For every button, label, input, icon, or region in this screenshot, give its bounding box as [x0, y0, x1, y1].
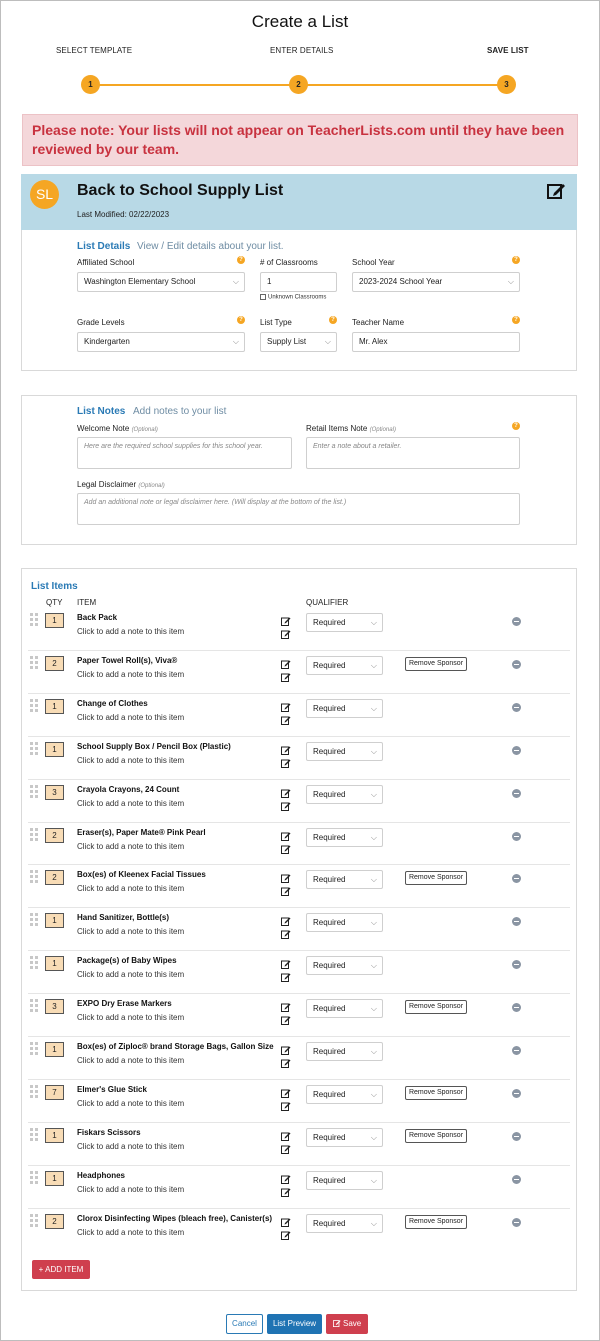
list-type-value: Supply List — [267, 337, 307, 346]
item-name: Change of Clothes — [77, 699, 148, 708]
school-year-value: 2023-2024 School Year — [359, 277, 443, 286]
item-note-link[interactable]: Click to add a note to this item — [77, 1013, 185, 1022]
item-note-link[interactable]: Click to add a note to this item — [77, 1228, 185, 1237]
row-divider — [28, 779, 570, 780]
teacher-name-input[interactable]: Mr. Alex — [352, 332, 520, 352]
chevron-down-icon: ⌵ — [324, 337, 331, 346]
remove-item-icon[interactable] — [512, 789, 521, 798]
qty-input[interactable]: 1 — [45, 742, 64, 757]
edit-note-icon[interactable] — [281, 626, 291, 636]
affiliated-school-label: Affiliated School — [77, 258, 135, 267]
qualifier-value: Required — [313, 875, 346, 884]
classrooms-input[interactable]: 1 — [260, 272, 337, 292]
drag-handle-icon[interactable] — [30, 870, 40, 882]
qty-input[interactable]: 1 — [45, 1042, 64, 1057]
qualifier-value: Required — [313, 1090, 346, 1099]
list-notes-title: List Notes — [77, 406, 126, 417]
edit-note-icon[interactable] — [281, 883, 291, 893]
retail-note-label — [306, 424, 396, 433]
qty-input[interactable]: 3 — [45, 785, 64, 800]
qty-input[interactable]: 1 — [45, 956, 64, 971]
legal-disclaimer-label-text: Legal Disclaimer — [77, 480, 137, 489]
qualifier-select[interactable] — [306, 870, 383, 889]
item-name: Hand Sanitizer, Bottle(s) — [77, 913, 170, 922]
qualifier-select[interactable] — [306, 699, 383, 718]
edit-item-icon[interactable] — [281, 1128, 291, 1138]
qualifier-value: Required — [313, 661, 346, 670]
step-2-circle[interactable]: 2 — [289, 75, 308, 94]
qualifier-select[interactable] — [306, 999, 383, 1018]
qualifier-select[interactable] — [306, 1085, 383, 1104]
remove-item-icon[interactable] — [512, 832, 521, 841]
qualifier-value: Required — [313, 961, 346, 970]
chevron-down-icon: ⌵ — [370, 790, 377, 799]
edit-item-icon[interactable] — [281, 742, 291, 752]
edit-note-icon[interactable] — [281, 712, 291, 722]
qty-input[interactable]: 1 — [45, 699, 64, 714]
edit-item-icon[interactable] — [281, 613, 291, 623]
qty-input[interactable]: 1 — [45, 613, 64, 628]
edit-list-icon[interactable] — [547, 182, 567, 200]
row-divider — [28, 1036, 570, 1037]
help-icon[interactable]: ? — [237, 316, 245, 324]
classrooms-label: # of Classrooms — [260, 258, 318, 267]
edit-item-icon[interactable] — [281, 870, 291, 880]
remove-sponsor-button[interactable]: Remove Sponsor — [405, 1086, 467, 1100]
retail-note-label-text: Retail Items Note — [306, 424, 368, 433]
edit-note-icon[interactable] — [281, 1012, 291, 1022]
row-divider — [28, 1079, 570, 1080]
edit-note-icon[interactable] — [281, 1098, 291, 1108]
item-name: Elmer's Glue Stick — [77, 1085, 147, 1094]
row-divider — [28, 993, 570, 994]
drag-handle-icon[interactable] — [30, 999, 40, 1011]
edit-item-icon[interactable] — [281, 699, 291, 709]
qualifier-select[interactable] — [306, 742, 383, 761]
step-1-circle[interactable]: 1 — [81, 75, 100, 94]
row-divider — [28, 1165, 570, 1166]
chevron-down-icon: ⌵ — [370, 1004, 377, 1013]
chevron-down-icon: ⌵ — [370, 661, 377, 670]
legal-disclaimer-label — [77, 480, 165, 489]
legal-disclaimer-textarea[interactable]: Add an additional note or legal disclaimer here. (Will display at the bottom of the list.) — [77, 493, 520, 525]
page-title: Create a List — [251, 12, 349, 31]
qualifier-select[interactable] — [306, 828, 383, 847]
remove-item-icon[interactable] — [512, 917, 521, 926]
list-type-select[interactable] — [260, 332, 337, 352]
chevron-down-icon: ⌵ — [370, 618, 377, 627]
edit-note-icon[interactable] — [281, 798, 291, 808]
drag-handle-icon[interactable] — [30, 828, 40, 840]
qualifier-select[interactable] — [306, 1042, 383, 1061]
grade-levels-label: Grade Levels — [77, 318, 125, 327]
edit-note-icon[interactable] — [281, 969, 291, 979]
remove-item-icon[interactable] — [512, 874, 521, 883]
school-year-label: School Year — [352, 258, 395, 267]
qty-input[interactable]: 2 — [45, 828, 64, 843]
remove-item-icon[interactable] — [512, 1175, 521, 1184]
qualifier-select[interactable] — [306, 613, 383, 632]
chevron-down-icon: ⌵ — [370, 1219, 377, 1228]
list-details-title: List Details — [77, 241, 131, 252]
chevron-down-icon: ⌵ — [507, 277, 514, 286]
item-note-link[interactable]: Click to add a note to this item — [77, 627, 185, 636]
qty-input[interactable]: 7 — [45, 1085, 64, 1100]
list-notes-subtitle: Add notes to your list — [133, 406, 227, 417]
qualifier-select[interactable] — [306, 656, 383, 675]
grade-levels-select[interactable] — [77, 332, 245, 352]
edit-item-icon[interactable] — [281, 1171, 291, 1181]
item-name: Fiskars Scissors — [77, 1128, 141, 1137]
item-name: Eraser(s), Paper Mate® Pink Pearl — [77, 828, 206, 837]
qty-input[interactable]: 3 — [45, 999, 64, 1014]
help-icon[interactable]: ? — [512, 256, 520, 264]
remove-sponsor-button[interactable]: Remove Sponsor — [405, 871, 467, 885]
remove-item-icon[interactable] — [512, 1089, 521, 1098]
chevron-down-icon: ⌵ — [370, 961, 377, 970]
row-divider — [28, 736, 570, 737]
item-name: Clorox Disinfecting Wipes (bleach free), Canister(s) — [77, 1214, 273, 1223]
welcome-note-label — [77, 424, 158, 433]
chevron-down-icon: ⌵ — [370, 875, 377, 884]
edit-item-icon[interactable] — [281, 999, 291, 1009]
item-name: EXPO Dry Erase Markers — [77, 999, 172, 1008]
qty-input[interactable]: 2 — [45, 870, 64, 885]
remove-sponsor-button[interactable]: Remove Sponsor — [405, 1129, 467, 1143]
edit-item-icon[interactable] — [281, 785, 291, 795]
item-note-link[interactable]: Click to add a note to this item — [77, 799, 185, 808]
drag-handle-icon[interactable] — [30, 956, 40, 968]
step-label-save-list: SAVE LIST — [487, 46, 529, 55]
optional-tag: (Optional) — [138, 483, 165, 489]
item-name: Back Pack — [77, 613, 118, 622]
remove-sponsor-button[interactable]: Remove Sponsor — [405, 657, 467, 671]
welcome-note-label-text: Welcome Note — [77, 424, 130, 433]
chevron-down-icon: ⌵ — [232, 277, 239, 286]
qualifier-select[interactable] — [306, 956, 383, 975]
drag-handle-icon[interactable] — [30, 1214, 40, 1226]
edit-note-icon[interactable] — [281, 755, 291, 765]
chevron-down-icon: ⌵ — [370, 1176, 377, 1185]
qualifier-value: Required — [313, 790, 346, 799]
drag-handle-icon[interactable] — [30, 1042, 40, 1054]
list-item — [28, 1214, 570, 1257]
chevron-down-icon: ⌵ — [370, 918, 377, 927]
row-divider — [28, 650, 570, 651]
qualifier-value: Required — [313, 1133, 346, 1142]
edit-note-icon[interactable] — [281, 1055, 291, 1065]
review-alert: Please note: Your lists will not appear on TeacherLists.com until they have been reviewed by our team. — [22, 114, 578, 166]
help-icon[interactable]: ? — [512, 422, 520, 430]
qty-input[interactable]: 2 — [45, 1214, 64, 1229]
remove-item-icon[interactable] — [512, 1218, 521, 1227]
remove-item-icon[interactable] — [512, 1046, 521, 1055]
list-type-label: List Type — [260, 318, 292, 327]
row-divider — [28, 907, 570, 908]
school-year-select[interactable] — [352, 272, 520, 292]
item-name: Package(s) of Baby Wipes — [77, 956, 177, 965]
col-qualifier: QUALIFIER — [306, 598, 349, 607]
qualifier-value: Required — [313, 618, 346, 627]
item-note-link[interactable]: Click to add a note to this item — [77, 1056, 185, 1065]
qty-input[interactable]: 1 — [45, 1128, 64, 1143]
edit-note-icon[interactable] — [281, 1184, 291, 1194]
row-divider — [28, 950, 570, 951]
item-name: Paper Towel Roll(s), Viva® — [77, 656, 178, 665]
col-item: ITEM — [77, 598, 97, 607]
qualifier-select[interactable] — [306, 913, 383, 932]
qualifier-select[interactable] — [306, 785, 383, 804]
edit-item-icon[interactable] — [281, 1042, 291, 1052]
row-divider — [28, 1208, 570, 1209]
col-qty: QTY — [46, 598, 63, 607]
item-note-link[interactable]: Click to add a note to this item — [77, 970, 185, 979]
edit-item-icon[interactable] — [281, 913, 291, 923]
chevron-down-icon: ⌵ — [232, 337, 239, 346]
edit-item-icon[interactable] — [281, 828, 291, 838]
item-note-link[interactable]: Click to add a note to this item — [77, 842, 185, 851]
cancel-button[interactable]: Cancel — [226, 1314, 263, 1334]
qualifier-value: Required — [313, 704, 346, 713]
edit-note-icon[interactable] — [281, 1141, 291, 1151]
remove-item-icon[interactable] — [512, 1003, 521, 1012]
qualifier-select[interactable] — [306, 1128, 383, 1147]
qty-input[interactable]: 1 — [45, 1171, 64, 1186]
drag-handle-icon[interactable] — [30, 656, 40, 668]
remove-item-icon[interactable] — [512, 960, 521, 969]
chevron-down-icon: ⌵ — [370, 704, 377, 713]
item-note-link[interactable]: Click to add a note to this item — [77, 1142, 185, 1151]
step-label-select-template: SELECT TEMPLATE — [56, 46, 133, 55]
edit-note-icon[interactable] — [281, 1227, 291, 1237]
item-note-link[interactable]: Click to add a note to this item — [77, 756, 185, 765]
remove-item-icon[interactable] — [512, 1132, 521, 1141]
save-label: Save — [343, 1319, 362, 1328]
item-name: Headphones — [77, 1171, 126, 1180]
item-note-link[interactable]: Click to add a note to this item — [77, 670, 185, 679]
item-name: School Supply Box / Pencil Box (Plastic) — [77, 742, 231, 751]
grade-levels-value: Kindergarten — [84, 337, 130, 346]
help-icon[interactable]: ? — [237, 256, 245, 264]
edit-note-icon[interactable] — [281, 669, 291, 679]
row-divider — [28, 693, 570, 694]
drag-handle-icon[interactable] — [30, 613, 40, 625]
list-items-title: List Items — [31, 581, 78, 592]
qualifier-select[interactable] — [306, 1214, 383, 1233]
qualifier-value: Required — [313, 747, 346, 756]
qualifier-value: Required — [313, 833, 346, 842]
edit-item-icon[interactable] — [281, 656, 291, 666]
optional-tag: (Optional) — [131, 427, 158, 433]
drag-handle-icon[interactable] — [30, 1085, 40, 1097]
remove-item-icon[interactable] — [512, 746, 521, 755]
save-button[interactable] — [326, 1314, 368, 1334]
item-note-link[interactable]: Click to add a note to this item — [77, 1185, 185, 1194]
list-title: Back to School Supply List — [77, 182, 284, 199]
welcome-note-textarea[interactable]: Here are the required school supplies for this school year. — [77, 437, 292, 469]
item-note-link[interactable]: Click to add a note to this item — [77, 884, 185, 893]
edit-note-icon[interactable] — [281, 841, 291, 851]
add-item-label: ADD ITEM — [45, 1265, 84, 1274]
list-preview-button[interactable]: List Preview — [267, 1314, 322, 1334]
qualifier-value: Required — [313, 1219, 346, 1228]
qualifier-value: Required — [313, 1176, 346, 1185]
chevron-down-icon: ⌵ — [370, 1133, 377, 1142]
item-name: Box(es) of Kleenex Facial Tissues — [77, 870, 206, 879]
edit-item-icon[interactable] — [281, 956, 291, 966]
drag-handle-icon[interactable] — [30, 742, 40, 754]
checkbox-icon[interactable] — [260, 294, 266, 300]
drag-handle-icon[interactable] — [30, 1128, 40, 1140]
item-note-link[interactable]: Click to add a note to this item — [77, 927, 185, 936]
help-icon[interactable]: ? — [329, 316, 337, 324]
chevron-down-icon: ⌵ — [370, 1047, 377, 1056]
drag-handle-icon[interactable] — [30, 699, 40, 711]
list-header — [21, 174, 577, 230]
remove-item-icon[interactable] — [512, 703, 521, 712]
remove-item-icon[interactable] — [512, 617, 521, 626]
row-divider — [28, 864, 570, 865]
teacher-name-label: Teacher Name — [352, 318, 405, 327]
edit-item-icon[interactable] — [281, 1214, 291, 1224]
edit-item-icon[interactable] — [281, 1085, 291, 1095]
retail-note-textarea[interactable]: Enter a note about a retailer. — [306, 437, 520, 469]
qualifier-value: Required — [313, 1004, 346, 1013]
qualifier-value: Required — [313, 1047, 346, 1056]
add-item-button[interactable]: + ADD ITEM — [32, 1260, 90, 1279]
optional-tag: (Optional) — [369, 427, 396, 433]
drag-handle-icon[interactable] — [30, 913, 40, 925]
item-note-link[interactable]: Click to add a note to this item — [77, 713, 185, 722]
affiliated-school-select[interactable] — [77, 272, 245, 292]
unknown-classrooms-checkbox[interactable] — [260, 294, 326, 301]
drag-handle-icon[interactable] — [30, 1171, 40, 1183]
qualifier-select[interactable] — [306, 1171, 383, 1190]
help-icon[interactable]: ? — [512, 316, 520, 324]
edit-note-icon[interactable] — [281, 926, 291, 936]
qualifier-value: Required — [313, 918, 346, 927]
unknown-classrooms-label: Unknown Classrooms — [268, 294, 327, 301]
affiliated-school-value: Washington Elementary School — [84, 277, 196, 286]
chevron-down-icon: ⌵ — [370, 1090, 377, 1099]
remove-item-icon[interactable] — [512, 660, 521, 669]
item-note-link[interactable]: Click to add a note to this item — [77, 1099, 185, 1108]
step-label-enter-details: ENTER DETAILS — [270, 46, 334, 55]
last-modified: Last Modified: 02/22/2023 — [77, 210, 170, 219]
remove-sponsor-button[interactable]: Remove Sponsor — [405, 1215, 467, 1229]
qty-input[interactable]: 1 — [45, 913, 64, 928]
remove-sponsor-button[interactable]: Remove Sponsor — [405, 1000, 467, 1014]
edit-icon — [333, 1319, 341, 1327]
step-3-circle[interactable]: 3 — [497, 75, 516, 94]
row-divider — [28, 1122, 570, 1123]
qty-input[interactable]: 2 — [45, 656, 64, 671]
item-name: Box(es) of Ziploc® brand Storage Bags, Gallon Size — [77, 1042, 274, 1051]
drag-handle-icon[interactable] — [30, 785, 40, 797]
item-name: Crayola Crayons, 24 Count — [77, 785, 180, 794]
list-avatar: SL — [30, 180, 59, 209]
chevron-down-icon: ⌵ — [370, 833, 377, 842]
list-details-subtitle[interactable]: View / Edit details about your list. — [137, 241, 284, 252]
chevron-down-icon: ⌵ — [370, 747, 377, 756]
row-divider — [28, 822, 570, 823]
